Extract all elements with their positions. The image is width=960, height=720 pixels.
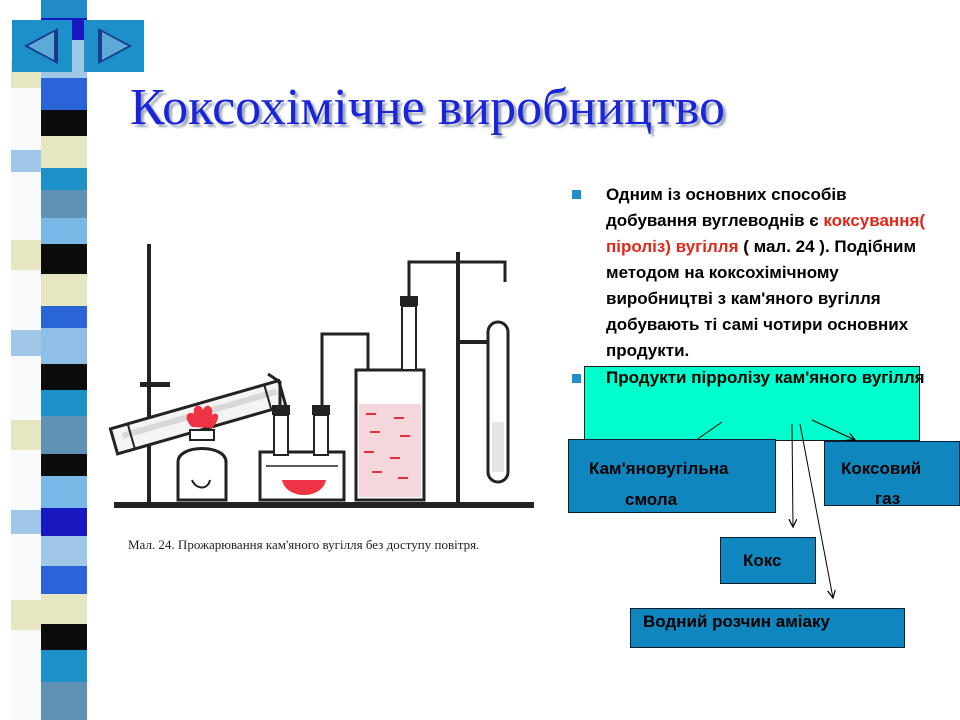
next-slide-button[interactable] bbox=[84, 20, 144, 72]
right-arrow-icon bbox=[84, 20, 144, 72]
coke-gas-label-line2: газ bbox=[875, 489, 901, 508]
highlight-term: коксування( піроліз) вугілля bbox=[606, 211, 926, 256]
decorative-stripe bbox=[0, 0, 110, 720]
coke-gas-label-line1: Коксовий bbox=[841, 459, 922, 478]
product-coke-gas bbox=[824, 441, 960, 506]
coal-tar-label-line1: Кам'яновугільна bbox=[589, 459, 729, 478]
product-coke bbox=[720, 537, 816, 584]
intro-paragraph bbox=[606, 182, 936, 364]
intro-text-start: Одним із основних способів добування вуглеводнів є bbox=[606, 185, 847, 230]
bullet-icon bbox=[572, 190, 581, 199]
slide-title: Коксохімічне виробництво bbox=[130, 79, 725, 136]
bullet-icon bbox=[572, 374, 581, 383]
coal-tar-label-line2: смола bbox=[625, 490, 678, 509]
products-heading: Продукти пірролізу кам'яного вугілля bbox=[606, 368, 925, 387]
product-ammonia-solution bbox=[630, 608, 905, 648]
figure-caption: Мал. 24. Прожарювання кам'яного вугілля без доступу повітря. bbox=[128, 537, 480, 552]
intro-text-end: ( мал. 24 ). Подібним методом на коксохімічному виробництві з кам'яного вугілля добувають ті самі чотири основних продукти. bbox=[606, 237, 917, 360]
left-arrow-icon bbox=[12, 20, 72, 72]
prev-slide-button[interactable] bbox=[12, 20, 72, 72]
product-coal-tar bbox=[568, 439, 776, 513]
ammonia-label: Водний розчин аміаку bbox=[643, 612, 830, 631]
lab-apparatus-illustration bbox=[100, 222, 540, 567]
coke-label: Кокс bbox=[743, 551, 782, 570]
